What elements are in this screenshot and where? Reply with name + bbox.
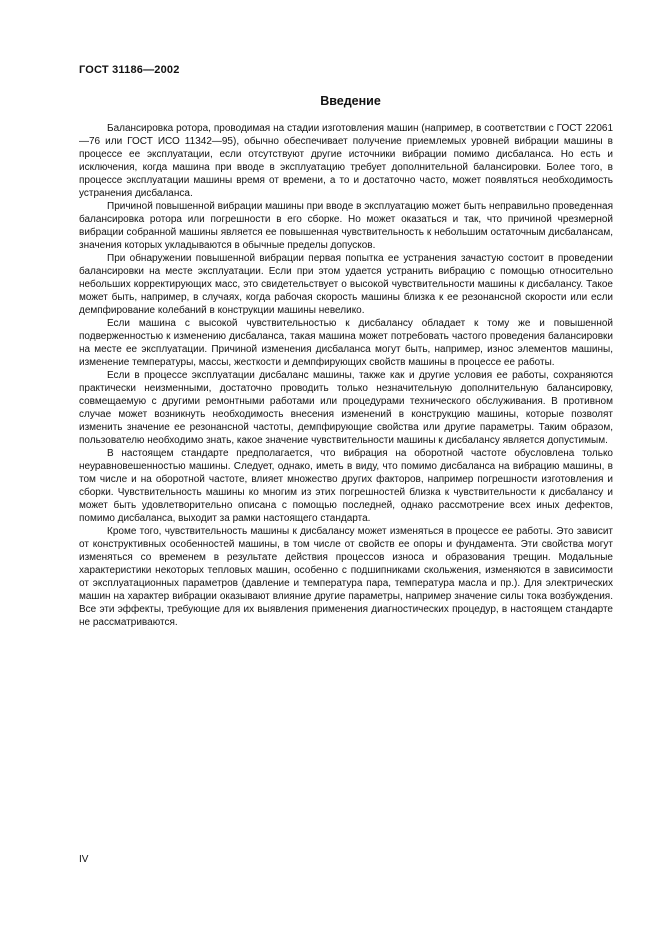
paragraph-5: Если в процессе эксплуатации дисбаланс машины, также как и другие условия ее работы, сохраняются практически неизменными, достаточно проводить только незначительную дополнительную балансировку, совмещаемую с другими ремонтными работами или процедурами технического обслуживания. В противном случае может возникнуть необходимость внесения изменений в конструкцию машины, которые позволят изменить значение ее резонансной частоты, демпфирующие свойства или другие параметры. Таким образом, пользователю необходимо знать, какое значение чувствительности машины к дисбалансу является допустимым.: [79, 370, 613, 446]
paragraph-6: В настоящем стандарте предполагается, что вибрация на оборотной частоте обусловлена только неуравновешенностью машины. Следует, однако, иметь в виду, что помимо дисбаланса на вибрацию машины, в том числе и на оборотной частоте, влияет множество других факторов, например погрешности изготовления и сборки. Чувствительность машины ко многим из этих погрешностей близка к чувствительности к дисбалансу и может быть удовлетворительно описана с помощью последней, однако рассмотрение всех иных дефектов, помимо дисбаланса, выходит за рамки настоящего стандарта.: [79, 448, 613, 524]
body-text: [79, 122, 613, 629]
paragraph-7: Кроме того, чувствительность машины к дисбалансу может изменяться в процессе ее работы. Это зависит от конструктивных особенностей машины, в том числе от свойств ее опоры и фундамента. Эти свойства могут изменяться со временем в результате действия процессов износа и образования трещин. Модальные характеристики некоторых тепловых машин, особенно с подшипниками скольжения, изменяются в зависимости от эксплуатационных параметров (давление и температура пара, температура масла и пр.). Для электрических машин на характер вибрации оказывают влияние другие параметры, например значение силы тока возбуждения. Все эти эффекты, требующие для их выявления применения диагностических процедур, в настоящем стандарте не рассматриваются.: [79, 526, 613, 628]
paragraph-4: Если машина с высокой чувствительностью к дисбалансу обладает к тому же и повышенной подверженностью к изменению дисбаланса, такая машина может потребовать частого проведения балансировки на месте ее эксплуатации. Причиной изменения дисбаланса могут быть, например, износ элементов машины, изменение температуры, массы, жесткости и демпфирующих свойств машины в процессе ее работы.: [79, 318, 613, 368]
paragraph-2: Причиной повышенной вибрации машины при вводе в эксплуатацию может быть неправильно проведенная балансировка ротора или погрешности в его сборке. Но может оказаться и так, что причиной чрезмерной вибрации собранной машины является ее повышенная чувствительность к небольшим остаточным дисбалансам, значения которых укладываются в обычные пределы допусков.: [79, 201, 613, 251]
section-title: Введение: [320, 94, 381, 108]
paragraph-1: Балансировка ротора, проводимая на стадии изготовления машин (например, в соответствии с ГОСТ 22061—76 или ГОСТ ИСО 11342—95), обычно обеспечивает получение приемлемых уровней вибрации машины в процессе ее эксплуатации, если отсутствуют другие источники вибрации помимо дисбаланса. Но есть и исключения, когда машина при вводе в эксплуатацию требует дополнительной балансировки. Более того, в процессе эксплуатации машины время от времени, а то и достаточно часто, может появляться необходимость устранения дисбаланса.: [79, 123, 613, 199]
document-header: ГОСТ 31186—2002: [79, 64, 180, 76]
page-number: IV: [79, 854, 89, 865]
paragraph-3: При обнаружении повышенной вибрации первая попытка ее устранения зачастую состоит в проведении балансировки на месте эксплуатации. Если при этом удается устранить вибрацию с помощью относительно небольших корректирующих масс, это свидетельствует о высокой чувствительности машины к дисбалансу. Такое может быть, например, в случаях, когда рабочая скорость машины близка к ее резонансной скорости или если демпфирование колебаний в конструкции машины невелико.: [79, 253, 613, 316]
